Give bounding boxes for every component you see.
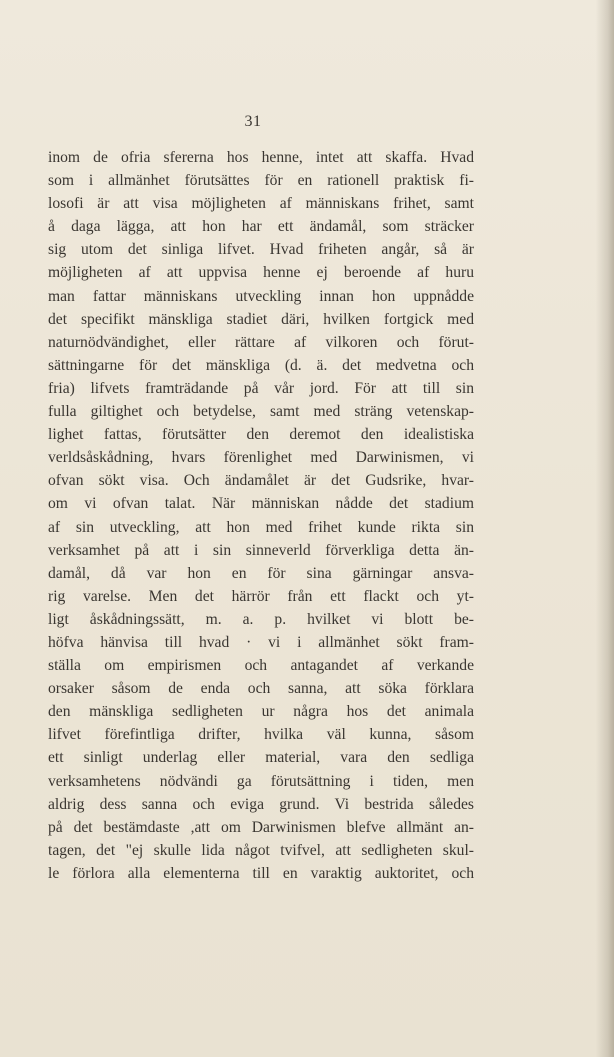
text-line: på det bestämdaste ,att om Darwinismen blefve allmänt an- — [48, 818, 474, 836]
text-line: orsaker såsom de enda och sanna, att söka förklara — [48, 680, 474, 698]
text-line: sättningarne för det mänskliga (d. ä. det medvetna och — [48, 356, 474, 374]
text-line: naturnödvändighet, eller rättare af vilkoren och förut- — [48, 333, 474, 351]
page-number: 31 — [244, 113, 262, 130]
text-line: af sin utveckling, att hon med frihet kunde rikta sin — [48, 518, 474, 536]
text-line: som i allmänhet förutsättes för en rationell praktisk fi- — [48, 172, 474, 190]
text-line: rig varelse. Men det härrör från ett flackt och yt- — [48, 587, 474, 605]
text-line: losofi är att visa möjligheten af människans frihet, samt — [48, 195, 474, 213]
text-line: om vi ofvan talat. När människan nådde det stadium — [48, 495, 474, 513]
text-line: lifvet förefintliga drifter, hvilka väl kunna, såsom — [48, 726, 474, 744]
body-text — [48, 146, 474, 885]
text-line: fulla giltighet och betydelse, samt med sträng vetenskap- — [48, 403, 474, 421]
text-line: verksamhet på att i sin sinneverld förverkliga detta än- — [48, 541, 474, 559]
text-line: sig utom det sinliga lifvet. Hvad friheten angår, så är — [48, 241, 474, 259]
text-line: ställa om empirismen och antagandet af verkande — [48, 657, 474, 675]
text-line: det specifikt mänskliga stadiet däri, hvilken fortgick med — [48, 310, 474, 328]
text-line: ofvan sökt visa. Och ändamålet är det Gudsrike, hvar- — [48, 472, 474, 490]
text-line: verldsåskådning, hvars förenlighet med Darwinismen, vi — [48, 449, 474, 467]
text-line: tagen, det "ej skulle lida något tvifvel, att sedligheten skul- — [48, 841, 474, 859]
text-line: man fattar människans utveckling innan hon uppnådde — [48, 287, 474, 305]
text-line: möjligheten af att uppvisa henne ej beroende af huru — [48, 264, 474, 282]
text-line: fria) lifvets framträdande på vår jord. För att till sin — [48, 379, 474, 397]
text-line: aldrig dess sanna och eviga grund. Vi bestrida således — [48, 795, 474, 813]
text-line: le förlora alla elementerna till en varaktig auktoritet, och — [48, 864, 474, 882]
text-line: ett sinligt underlag eller material, vara den sedliga — [48, 749, 474, 767]
text-line: inom de ofria sfererna hos henne, intet att skaffa. Hvad — [48, 149, 474, 166]
text-line: höfva hänvisa till hvad · vi i allmänhet sökt fram- — [48, 633, 474, 651]
text-line: å daga lägga, att hon har ett ändamål, som sträcker — [48, 218, 474, 236]
text-line: verksamhetens nödvändi ga förutsättning i tiden, men — [48, 772, 474, 790]
text-line: damål, då var hon en för sina gärningar ansva- — [48, 564, 474, 582]
text-line: lighet fattas, förutsätter den deremot den idealistiska — [48, 426, 474, 444]
text-line: ligt åskådningssätt, m. a. p. hvilket vi blott be- — [48, 610, 474, 628]
text-line: den mänskliga sedligheten ur några hos det animala — [48, 703, 474, 721]
